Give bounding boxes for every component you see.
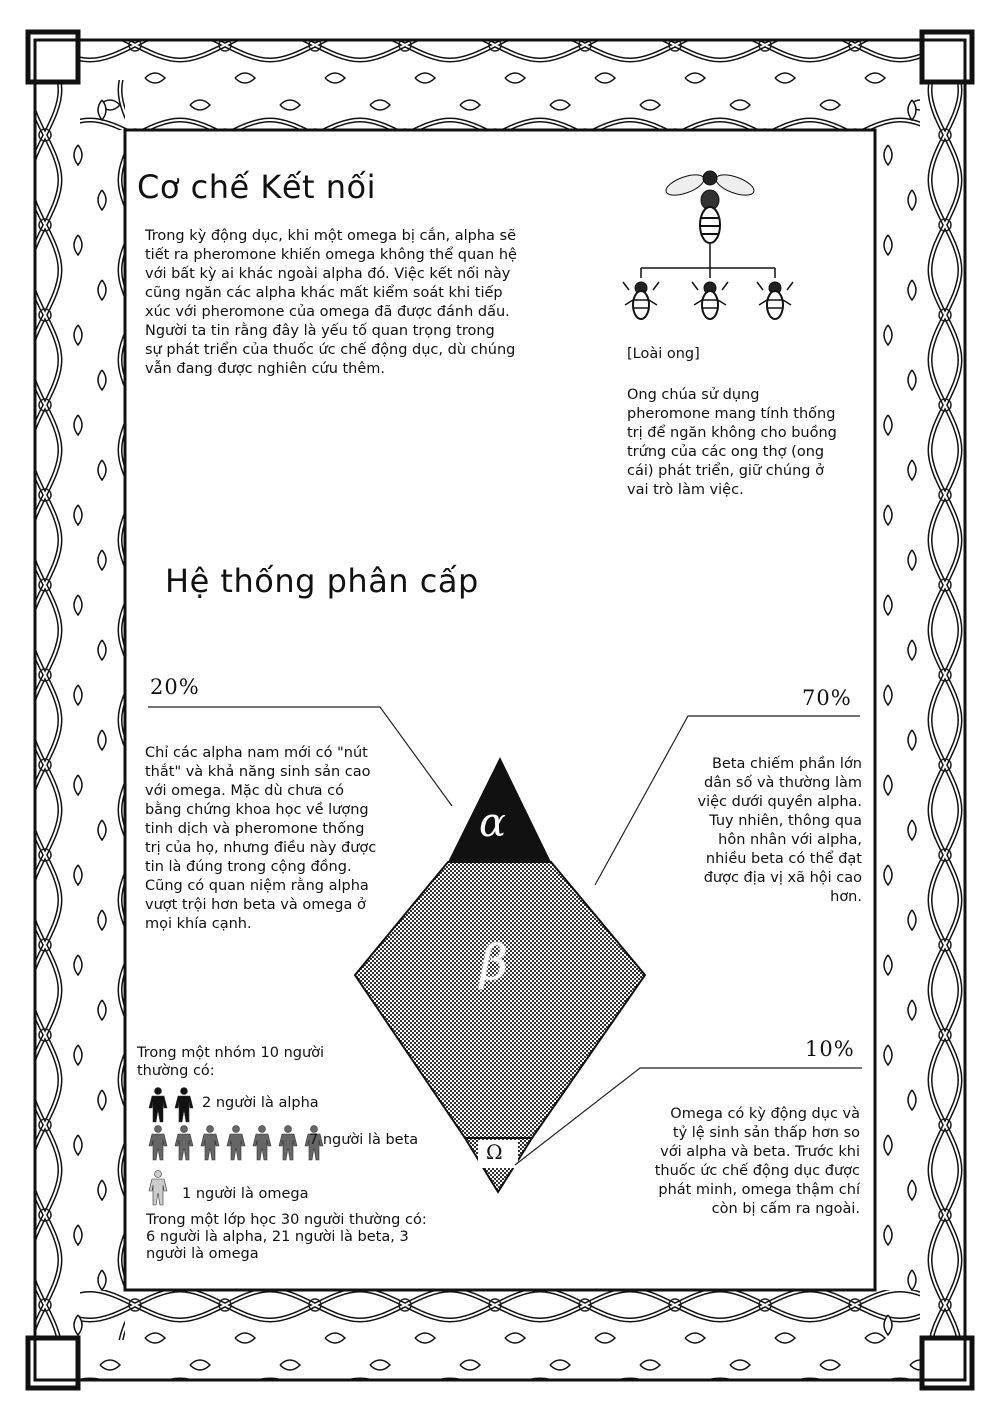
bee-label: [Loài ong] — [627, 346, 700, 362]
text-line: tỷ lệ sinh sản thấp hơn so — [672, 1125, 860, 1141]
text-line: Beta chiếm phần lớn — [711, 756, 862, 772]
text-line: trị để ngăn không cho buồng — [627, 425, 837, 441]
person-icon — [199, 1125, 221, 1161]
omega-percent: 10% — [805, 1037, 855, 1061]
person-icon — [251, 1125, 273, 1161]
person-icon — [173, 1087, 195, 1123]
text-line: tiết ra pheromone khiến omega không thể quan hệ — [145, 247, 517, 263]
text-line: pheromone mang tính thống — [627, 406, 836, 422]
class-ratio-text — [146, 1212, 427, 1263]
bee-paragraph — [627, 386, 837, 500]
queen-bee-icon — [663, 171, 756, 243]
text-line: người là omega — [146, 1246, 259, 1262]
text-line: vai trò làm việc. — [627, 482, 744, 498]
text-line: được địa vị xã hội cao — [703, 870, 862, 886]
text-line: xúc với pheromone của omega đã được đánh dấu. — [145, 304, 510, 320]
text-line: hôn nhân với alpha, — [718, 832, 862, 848]
text-line: vẫn đang được nghiên cứu thêm. — [145, 361, 386, 377]
text-line: Trong một lớp học 30 người thường có: — [146, 1212, 427, 1228]
alpha-description — [145, 744, 376, 934]
person-icon — [277, 1125, 299, 1161]
text-line: dân số và thường làm — [704, 775, 862, 791]
beta-people-icons — [147, 1125, 329, 1161]
worker-bee-icon — [757, 282, 793, 319]
person-icon — [147, 1125, 169, 1161]
person-icon — [173, 1125, 195, 1161]
bee-hierarchy-diagram — [623, 171, 793, 319]
text-line: Chỉ các alpha nam mới có "nút — [145, 745, 368, 761]
text-line: Người ta tin rằng đây là yếu tố quan trọng trong — [145, 323, 495, 339]
text-line: bằng chứng khoa học về lượng — [145, 802, 369, 818]
text-line: phát minh, omega thậm chí — [658, 1182, 860, 1198]
text-line: vượt trội hơn beta và omega ở — [145, 897, 366, 913]
omega-people-icons — [147, 1170, 173, 1206]
section-title-hierarchy: Hệ thống phân cấp — [165, 562, 479, 600]
alpha-symbol: α — [479, 800, 507, 846]
text-line: sự phát triển của thuốc ức chế động dục, dù chúng — [145, 342, 516, 358]
text-line: việc dưới quyền alpha. — [697, 794, 862, 810]
text-line: thường có: — [137, 1063, 215, 1079]
text-line: Trong kỳ động dục, khi một omega bị cắn, alpha sẽ — [145, 228, 517, 244]
omega-count-label: 1 người là omega — [182, 1186, 309, 1202]
omega-symbol: Ω — [486, 1140, 503, 1164]
bonding-paragraph — [145, 227, 517, 379]
text-line: trứng của các ong thợ (ong — [627, 444, 825, 460]
alpha-count-label: 2 người là alpha — [202, 1095, 319, 1111]
beta-description — [697, 755, 862, 907]
text-line: Trong một nhóm 10 người — [137, 1045, 325, 1061]
text-line: trị của họ, nhưng điều này được — [145, 840, 377, 856]
beta-percent: 70% — [802, 686, 852, 710]
text-line: Ong chúa sử dụng — [627, 387, 760, 403]
beta-count-label: 7 người là beta — [309, 1132, 419, 1148]
worker-bee-icon — [692, 282, 728, 319]
text-line: 6 người là alpha, 21 người là beta, 3 — [146, 1229, 409, 1245]
section-title-bonding: Cơ chế Kết nối — [137, 168, 376, 206]
text-line: hơn. — [830, 889, 862, 905]
text-line: với omega. Mặc dù chưa có — [145, 783, 344, 799]
text-line: Cũng có quan niệm rằng alpha — [145, 878, 369, 894]
group-intro — [137, 1044, 324, 1080]
text-line: tinh dịch và pheromone thống — [145, 821, 365, 837]
text-line: cũng ngăn các alpha khác mất kiểm soát khi tiếp — [145, 285, 503, 301]
person-icon — [225, 1125, 247, 1161]
text-line: cái) phát triển, giữ chúng ở — [627, 463, 824, 479]
alpha-percent: 20% — [150, 675, 200, 699]
text-line: với bất kỳ ai khác ngoài alpha đó. Việc kết nối này — [145, 266, 511, 282]
text-line: mọi khía cạnh. — [145, 916, 252, 932]
text-line: với alpha và beta. Trước khi — [660, 1144, 860, 1160]
person-icon — [147, 1087, 169, 1123]
worker-bee-icon — [623, 282, 659, 319]
text-line: tin là đúng trong cộng đồng. — [145, 859, 352, 875]
beta-region — [355, 862, 645, 1138]
person-icon — [147, 1170, 169, 1206]
text-line: còn bị cấm ra ngoài. — [711, 1201, 860, 1217]
text-line: Omega có kỳ động dục và — [670, 1106, 860, 1122]
omega-description — [655, 1105, 860, 1219]
alpha-people-icons — [147, 1087, 199, 1123]
text-line: Tuy nhiên, thông qua — [709, 813, 862, 829]
text-line: thuốc ức chế động dục được — [654, 1163, 860, 1179]
text-line: nhiều beta có thể đạt — [705, 851, 862, 867]
text-line: thắt" và khả năng sinh sản cao — [145, 764, 371, 780]
beta-symbol: β — [480, 935, 508, 991]
